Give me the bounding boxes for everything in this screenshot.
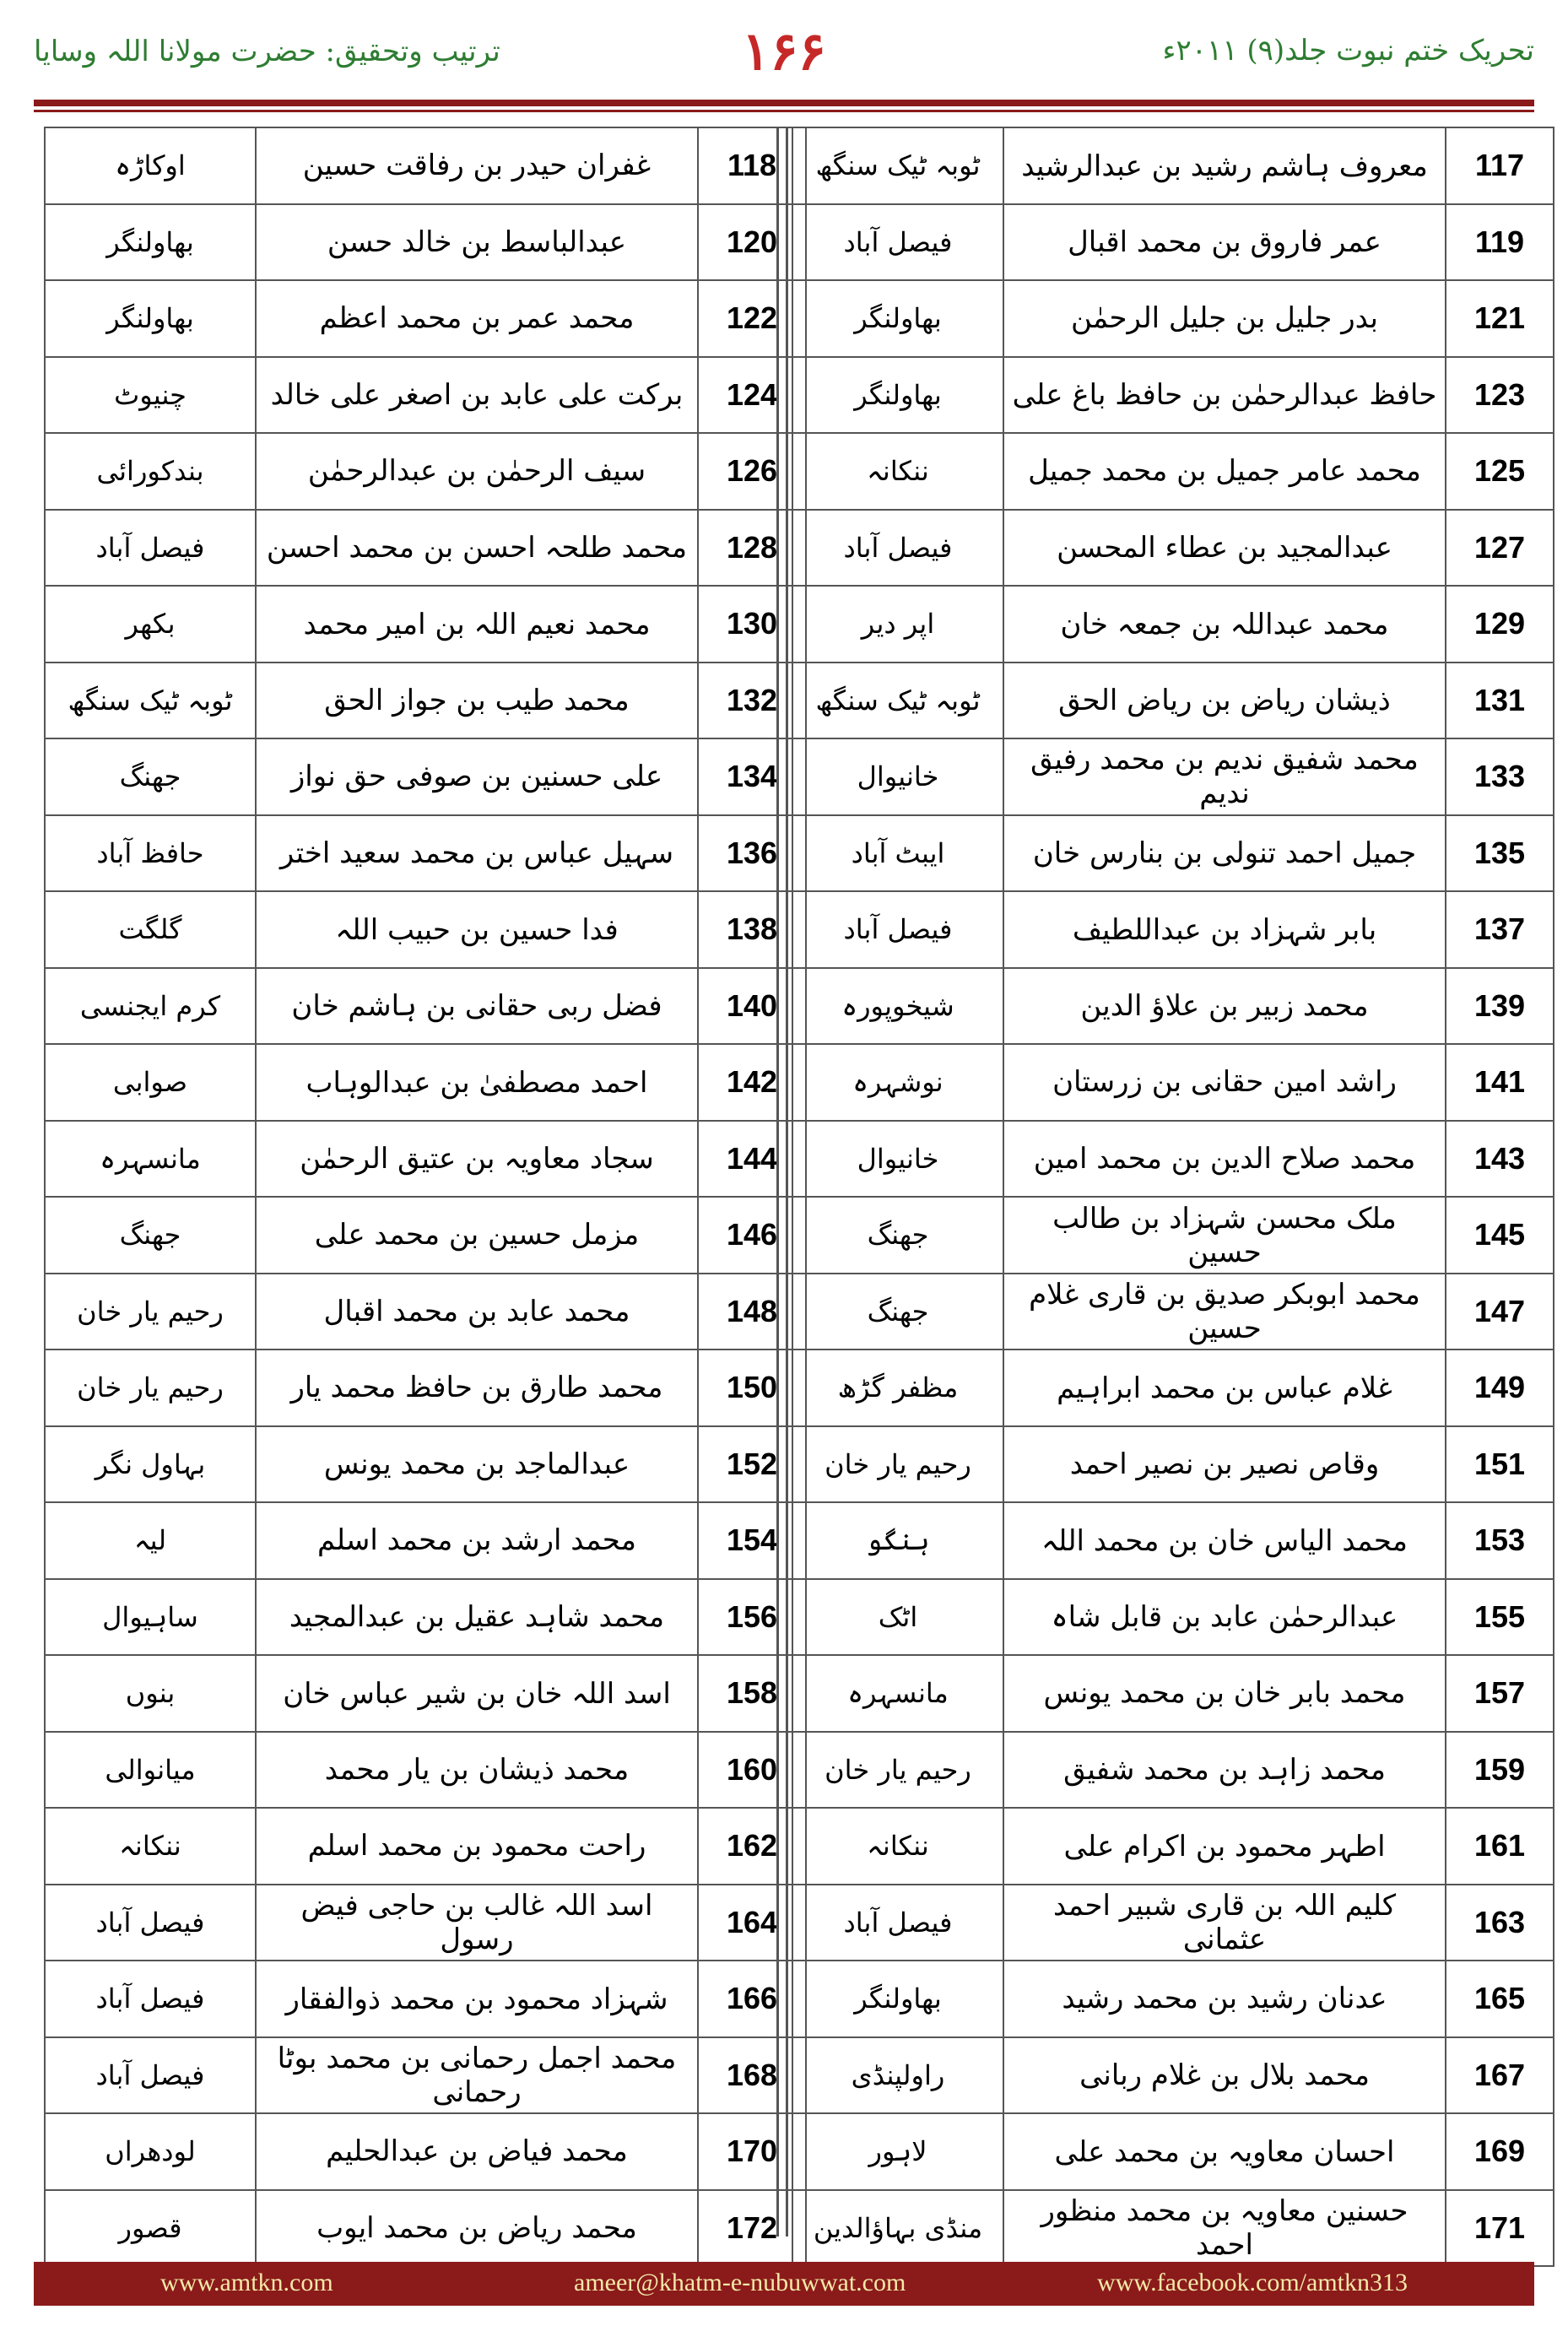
city-cell: ایبٹ آباد: [792, 815, 1003, 892]
city-cell: نوشہرہ: [792, 1044, 1003, 1121]
name-cell: محمد زبیر بن علاؤ الدین: [1003, 968, 1446, 1045]
name-cell: عمر فاروق بن محمد اقبال: [1003, 204, 1446, 281]
page-header: [0, 0, 1568, 101]
footer-website-link[interactable]: www.amtkn.com: [160, 2269, 333, 2296]
city-cell: کرم ایجنسی: [45, 968, 256, 1045]
table-row: [45, 738, 806, 815]
table-row: [792, 1885, 1554, 1961]
table-row: [45, 1349, 806, 1426]
city-cell: بھاولنگر: [45, 280, 256, 357]
table-row: [45, 586, 806, 663]
table-row: [45, 1885, 806, 1961]
name-cell: شہزاد محمود بن محمد ذوالفقار: [256, 1961, 698, 2037]
name-cell: محمد اجمل رحمانی بن محمد بوٹا رحمانی: [256, 2037, 698, 2114]
table-row: [792, 1274, 1554, 1350]
table-row: [792, 1349, 1554, 1426]
table-row: [45, 1961, 806, 2037]
city-cell: ٹوبہ ٹیک سنگھ: [45, 663, 256, 739]
table-row: [45, 1579, 806, 1656]
table-row: [45, 2113, 806, 2190]
city-cell: جھنگ: [792, 1274, 1003, 1350]
number-cell: 145: [1446, 1197, 1554, 1274]
city-cell: بھاولنگر: [792, 1961, 1003, 2037]
table-row: [792, 127, 1554, 204]
number-cell: 164: [698, 1885, 806, 1961]
city-cell: خانیوال: [792, 1121, 1003, 1198]
name-cell: غفران حیدر بن رفاقت حسین: [256, 127, 698, 204]
table-row: [792, 738, 1554, 815]
city-cell: ٹوبہ ٹیک سنگھ: [792, 663, 1003, 739]
city-cell: رحیم یار خان: [45, 1274, 256, 1350]
table-row: [792, 1961, 1554, 2037]
number-cell: 118: [698, 127, 806, 204]
table-row: [792, 815, 1554, 892]
name-cell: محمد شفیق ندیم بن محمد رفیق ندیم: [1003, 738, 1446, 815]
table-row: [45, 357, 806, 434]
number-cell: 138: [698, 891, 806, 968]
name-cell: محمد شاہد عقیل بن عبدالمجید: [256, 1579, 698, 1656]
number-cell: 154: [698, 1502, 806, 1579]
city-cell: فیصل آباد: [792, 510, 1003, 587]
city-cell: میانوالی: [45, 1732, 256, 1809]
number-cell: 161: [1446, 1808, 1554, 1885]
city-cell: لیہ: [45, 1502, 256, 1579]
name-cell: معروف ہاشم رشید بن عبدالرشید: [1003, 127, 1446, 204]
city-cell: ہنگو: [792, 1502, 1003, 1579]
number-cell: 172: [698, 2190, 806, 2267]
name-cell: ملک محسن شہزاد بن طالب حسین: [1003, 1197, 1446, 1274]
table-row: [45, 127, 806, 204]
name-cell: عبدالمجید بن عطاء المحسن: [1003, 510, 1446, 587]
header-rule-thin: [34, 110, 1534, 112]
table-row: [792, 1655, 1554, 1732]
number-cell: 139: [1446, 968, 1554, 1045]
number-cell: 157: [1446, 1655, 1554, 1732]
city-cell: اوکاڑہ: [45, 127, 256, 204]
city-cell: گلگت: [45, 891, 256, 968]
number-cell: 132: [698, 663, 806, 739]
name-cell: بدر جلیل بن جلیل الرحمٰن: [1003, 280, 1446, 357]
city-cell: بہاول نگر: [45, 1426, 256, 1503]
name-cell: محمد بابر خان بن محمد یونس: [1003, 1655, 1446, 1732]
number-cell: 128: [698, 510, 806, 587]
number-cell: 162: [698, 1808, 806, 1885]
number-cell: 117: [1446, 127, 1554, 204]
city-cell: فیصل آباد: [45, 1961, 256, 2037]
number-cell: 141: [1446, 1044, 1554, 1121]
number-cell: 123: [1446, 357, 1554, 434]
city-cell: لودھراں: [45, 2113, 256, 2190]
table-row: [45, 891, 806, 968]
table-row: [45, 280, 806, 357]
name-cell: محمد الیاس خان بن محمد اللہ: [1003, 1502, 1446, 1579]
table-row: [45, 968, 806, 1045]
number-cell: 153: [1446, 1502, 1554, 1579]
table-row: [45, 1502, 806, 1579]
name-cell: محمد ارشد بن محمد اسلم: [256, 1502, 698, 1579]
table-row: [45, 204, 806, 281]
city-cell: قصور: [45, 2190, 256, 2267]
city-cell: اپر دیر: [792, 586, 1003, 663]
number-cell: 130: [698, 586, 806, 663]
table-row: [792, 204, 1554, 281]
number-cell: 152: [698, 1426, 806, 1503]
name-cell: عدنان رشید بن محمد رشید: [1003, 1961, 1446, 2037]
name-cell: محمد عمر بن محمد اعظم: [256, 280, 698, 357]
table-row: [792, 968, 1554, 1045]
name-cell: محمد طارق بن حافظ محمد یار: [256, 1349, 698, 1426]
number-cell: 127: [1446, 510, 1554, 587]
number-cell: 163: [1446, 1885, 1554, 1961]
city-cell: فیصل آباد: [792, 891, 1003, 968]
number-cell: 143: [1446, 1121, 1554, 1198]
table-row: [792, 1808, 1554, 1885]
city-cell: بکھر: [45, 586, 256, 663]
name-cell: اسد اللہ خان بن شیر عباس خان: [256, 1655, 698, 1732]
table-row: [792, 1426, 1554, 1503]
table-row: [45, 1044, 806, 1121]
names-table: [44, 127, 1526, 2263]
number-cell: 167: [1446, 2037, 1554, 2114]
table-row: [792, 2113, 1554, 2190]
number-cell: 119: [1446, 204, 1554, 281]
name-cell: بابر شہزاد بن عبداللطیف: [1003, 891, 1446, 968]
city-cell: صوابی: [45, 1044, 256, 1121]
name-cell: محمد صلاح الدین بن محمد امین: [1003, 1121, 1446, 1198]
city-cell: بندکورائی: [45, 433, 256, 510]
header-rule-thick: [34, 100, 1534, 106]
table-row: [45, 1808, 806, 1885]
name-cell: محمد طیب بن جواز الحق: [256, 663, 698, 739]
city-cell: جھنگ: [792, 1197, 1003, 1274]
name-cell: فضل ربی حقانی بن ہاشم خان: [256, 968, 698, 1045]
name-cell: راحت محمود بن محمد اسلم: [256, 1808, 698, 1885]
name-cell: محمد طلحہ احسن بن محمد احسن: [256, 510, 698, 587]
number-cell: 166: [698, 1961, 806, 2037]
number-cell: 120: [698, 204, 806, 281]
page-number: ۱۶۶: [742, 20, 826, 82]
city-cell: لاہور: [792, 2113, 1003, 2190]
table-row: [45, 663, 806, 739]
city-cell: فیصل آباد: [792, 204, 1003, 281]
name-cell: محمد فیاض بن عبدالحلیم: [256, 2113, 698, 2190]
name-cell: محمد عبداللہ بن جمعہ خان: [1003, 586, 1446, 663]
city-cell: بھاولنگر: [792, 280, 1003, 357]
table-row: [792, 1732, 1554, 1809]
name-cell: اسد اللہ غالب بن حاجی فیض رسول: [256, 1885, 698, 1961]
city-cell: فیصل آباد: [45, 1885, 256, 1961]
name-cell: سیف الرحمٰن بن عبدالرحمٰن: [256, 433, 698, 510]
table-row: [792, 357, 1554, 434]
city-cell: مانسہرہ: [45, 1121, 256, 1198]
table-row: [45, 1732, 806, 1809]
city-cell: خانیوال: [792, 738, 1003, 815]
city-cell: ساہیوال: [45, 1579, 256, 1656]
city-cell: رحیم یار خان: [792, 1426, 1003, 1503]
number-cell: 156: [698, 1579, 806, 1656]
name-cell: احمد مصطفیٰ بن عبدالوہاب: [256, 1044, 698, 1121]
name-cell: مزمل حسین بن محمد علی: [256, 1197, 698, 1274]
number-cell: 151: [1446, 1426, 1554, 1503]
footer-email-link[interactable]: ameer@khatm-e-nubuwwat.com: [574, 2269, 906, 2296]
name-cell: عبدالباسط بن خالد حسن: [256, 204, 698, 281]
number-cell: 140: [698, 968, 806, 1045]
table-left: [44, 127, 807, 2267]
number-cell: 155: [1446, 1579, 1554, 1656]
number-cell: 134: [698, 738, 806, 815]
number-cell: 148: [698, 1274, 806, 1350]
number-cell: 165: [1446, 1961, 1554, 2037]
table-row: [45, 1197, 806, 1274]
table-row: [792, 2037, 1554, 2114]
city-cell: فیصل آباد: [792, 1885, 1003, 1961]
table-row: [792, 510, 1554, 587]
city-cell: ننکانہ: [45, 1808, 256, 1885]
name-cell: عبدالماجد بن محمد یونس: [256, 1426, 698, 1503]
table-row: [45, 2037, 806, 2114]
number-cell: 160: [698, 1732, 806, 1809]
table-row: [792, 1197, 1554, 1274]
table-left-half: [44, 127, 778, 2245]
number-cell: 144: [698, 1121, 806, 1198]
number-cell: 135: [1446, 815, 1554, 892]
number-cell: 170: [698, 2113, 806, 2190]
city-cell: جھنگ: [45, 738, 256, 815]
name-cell: احسان معاویہ بن محمد علی: [1003, 2113, 1446, 2190]
number-cell: 124: [698, 357, 806, 434]
name-cell: سہیل عباس بن محمد سعید اختر: [256, 815, 698, 892]
city-cell: حافظ آباد: [45, 815, 256, 892]
column-separator: [776, 127, 788, 2237]
city-cell: فیصل آباد: [45, 2037, 256, 2114]
table-row: [45, 2190, 806, 2267]
city-cell: اٹک: [792, 1579, 1003, 1656]
city-cell: بنوں: [45, 1655, 256, 1732]
number-cell: 126: [698, 433, 806, 510]
table-right: [792, 127, 1554, 2267]
number-cell: 122: [698, 280, 806, 357]
table-row: [792, 2190, 1554, 2267]
number-cell: 136: [698, 815, 806, 892]
name-cell: راشد امین حقانی بن زرستان: [1003, 1044, 1446, 1121]
city-cell: چنیوٹ: [45, 357, 256, 434]
table-row: [792, 1044, 1554, 1121]
table-row: [45, 510, 806, 587]
city-cell: ٹوبہ ٹیک سنگھ: [792, 127, 1003, 204]
number-cell: 158: [698, 1655, 806, 1732]
table-row: [45, 1274, 806, 1350]
city-cell: ننکانہ: [792, 1808, 1003, 1885]
name-cell: محمد نعیم اللہ بن امیر محمد: [256, 586, 698, 663]
city-cell: بھاولنگر: [792, 357, 1003, 434]
number-cell: 133: [1446, 738, 1554, 815]
number-cell: 131: [1446, 663, 1554, 739]
table-row: [792, 1502, 1554, 1579]
number-cell: 171: [1446, 2190, 1554, 2267]
name-cell: محمد ابوبکر صدیق بن قاری غلام حسین: [1003, 1274, 1446, 1350]
name-cell: محمد ریاض بن محمد ایوب: [256, 2190, 698, 2267]
name-cell: محمد عامر جمیل بن محمد جمیل: [1003, 433, 1446, 510]
table-row: [45, 1655, 806, 1732]
city-cell: ننکانہ: [792, 433, 1003, 510]
name-cell: محمد زاہد بن محمد شفیق: [1003, 1732, 1446, 1809]
name-cell: حسنین معاویہ بن محمد منظور احمد: [1003, 2190, 1446, 2267]
table-row: [792, 891, 1554, 968]
footer-facebook-link[interactable]: www.facebook.com/amtkn313: [1097, 2269, 1408, 2296]
table-row: [792, 1121, 1554, 1198]
number-cell: 168: [698, 2037, 806, 2114]
number-cell: 150: [698, 1349, 806, 1426]
city-cell: جھنگ: [45, 1197, 256, 1274]
table-row: [45, 815, 806, 892]
number-cell: 149: [1446, 1349, 1554, 1426]
table-row: [792, 280, 1554, 357]
city-cell: مانسہرہ: [792, 1655, 1003, 1732]
number-cell: 125: [1446, 433, 1554, 510]
table-row: [792, 1579, 1554, 1656]
table-row: [792, 663, 1554, 739]
name-cell: محمد بلال بن غلام ربانی: [1003, 2037, 1446, 2114]
table-row: [45, 1426, 806, 1503]
table-row: [792, 586, 1554, 663]
number-cell: 147: [1446, 1274, 1554, 1350]
number-cell: 137: [1446, 891, 1554, 968]
city-cell: فیصل آباد: [45, 510, 256, 587]
city-cell: رحیم یار خان: [45, 1349, 256, 1426]
name-cell: محمد ذیشان بن یار محمد: [256, 1732, 698, 1809]
city-cell: مظفر گڑھ: [792, 1349, 1003, 1426]
city-cell: شیخوپورہ: [792, 968, 1003, 1045]
table-row: [45, 433, 806, 510]
name-cell: محمد عابد بن محمد اقبال: [256, 1274, 698, 1350]
table-right-half: [792, 127, 1526, 2263]
name-cell: علی حسنین بن صوفی حق نواز: [256, 738, 698, 815]
number-cell: 121: [1446, 280, 1554, 357]
name-cell: غلام عباس بن محمد ابراہیم: [1003, 1349, 1446, 1426]
number-cell: 159: [1446, 1732, 1554, 1809]
name-cell: ذیشان ریاض بن ریاض الحق: [1003, 663, 1446, 739]
name-cell: حافظ عبدالرحمٰن بن حافظ باغ علی: [1003, 357, 1446, 434]
name-cell: برکت علی عابد بن اصغر علی خالد: [256, 357, 698, 434]
table-row: [45, 1121, 806, 1198]
city-cell: رحیم یار خان: [792, 1732, 1003, 1809]
name-cell: سجاد معاویہ بن عتیق الرحمٰن: [256, 1121, 698, 1198]
name-cell: وقاص نصیر بن نصیر احمد: [1003, 1426, 1446, 1503]
number-cell: 169: [1446, 2113, 1554, 2190]
city-cell: راولپنڈی: [792, 2037, 1003, 2114]
number-cell: 129: [1446, 586, 1554, 663]
book-title: تحریک ختم نبوت جلد(۹) ۲۰۱۱ء: [1162, 34, 1534, 68]
name-cell: فدا حسین بن حبیب اللہ: [256, 891, 698, 968]
city-cell: منڈی بہاؤالدین: [792, 2190, 1003, 2267]
city-cell: بھاولنگر: [45, 204, 256, 281]
page-footer: [34, 2262, 1534, 2306]
compiler-credit: ترتیب وتحقیق: حضرت مولانا اللہ وسایا: [34, 35, 500, 68]
name-cell: جمیل احمد تنولی بن بنارس خان: [1003, 815, 1446, 892]
table-row: [792, 433, 1554, 510]
name-cell: اطہر محمود بن اکرام علی: [1003, 1808, 1446, 1885]
name-cell: عبدالرحمٰن عابد بن قابل شاہ: [1003, 1579, 1446, 1656]
number-cell: 146: [698, 1197, 806, 1274]
name-cell: کلیم اللہ بن قاری شبیر احمد عثمانی: [1003, 1885, 1446, 1961]
number-cell: 142: [698, 1044, 806, 1121]
